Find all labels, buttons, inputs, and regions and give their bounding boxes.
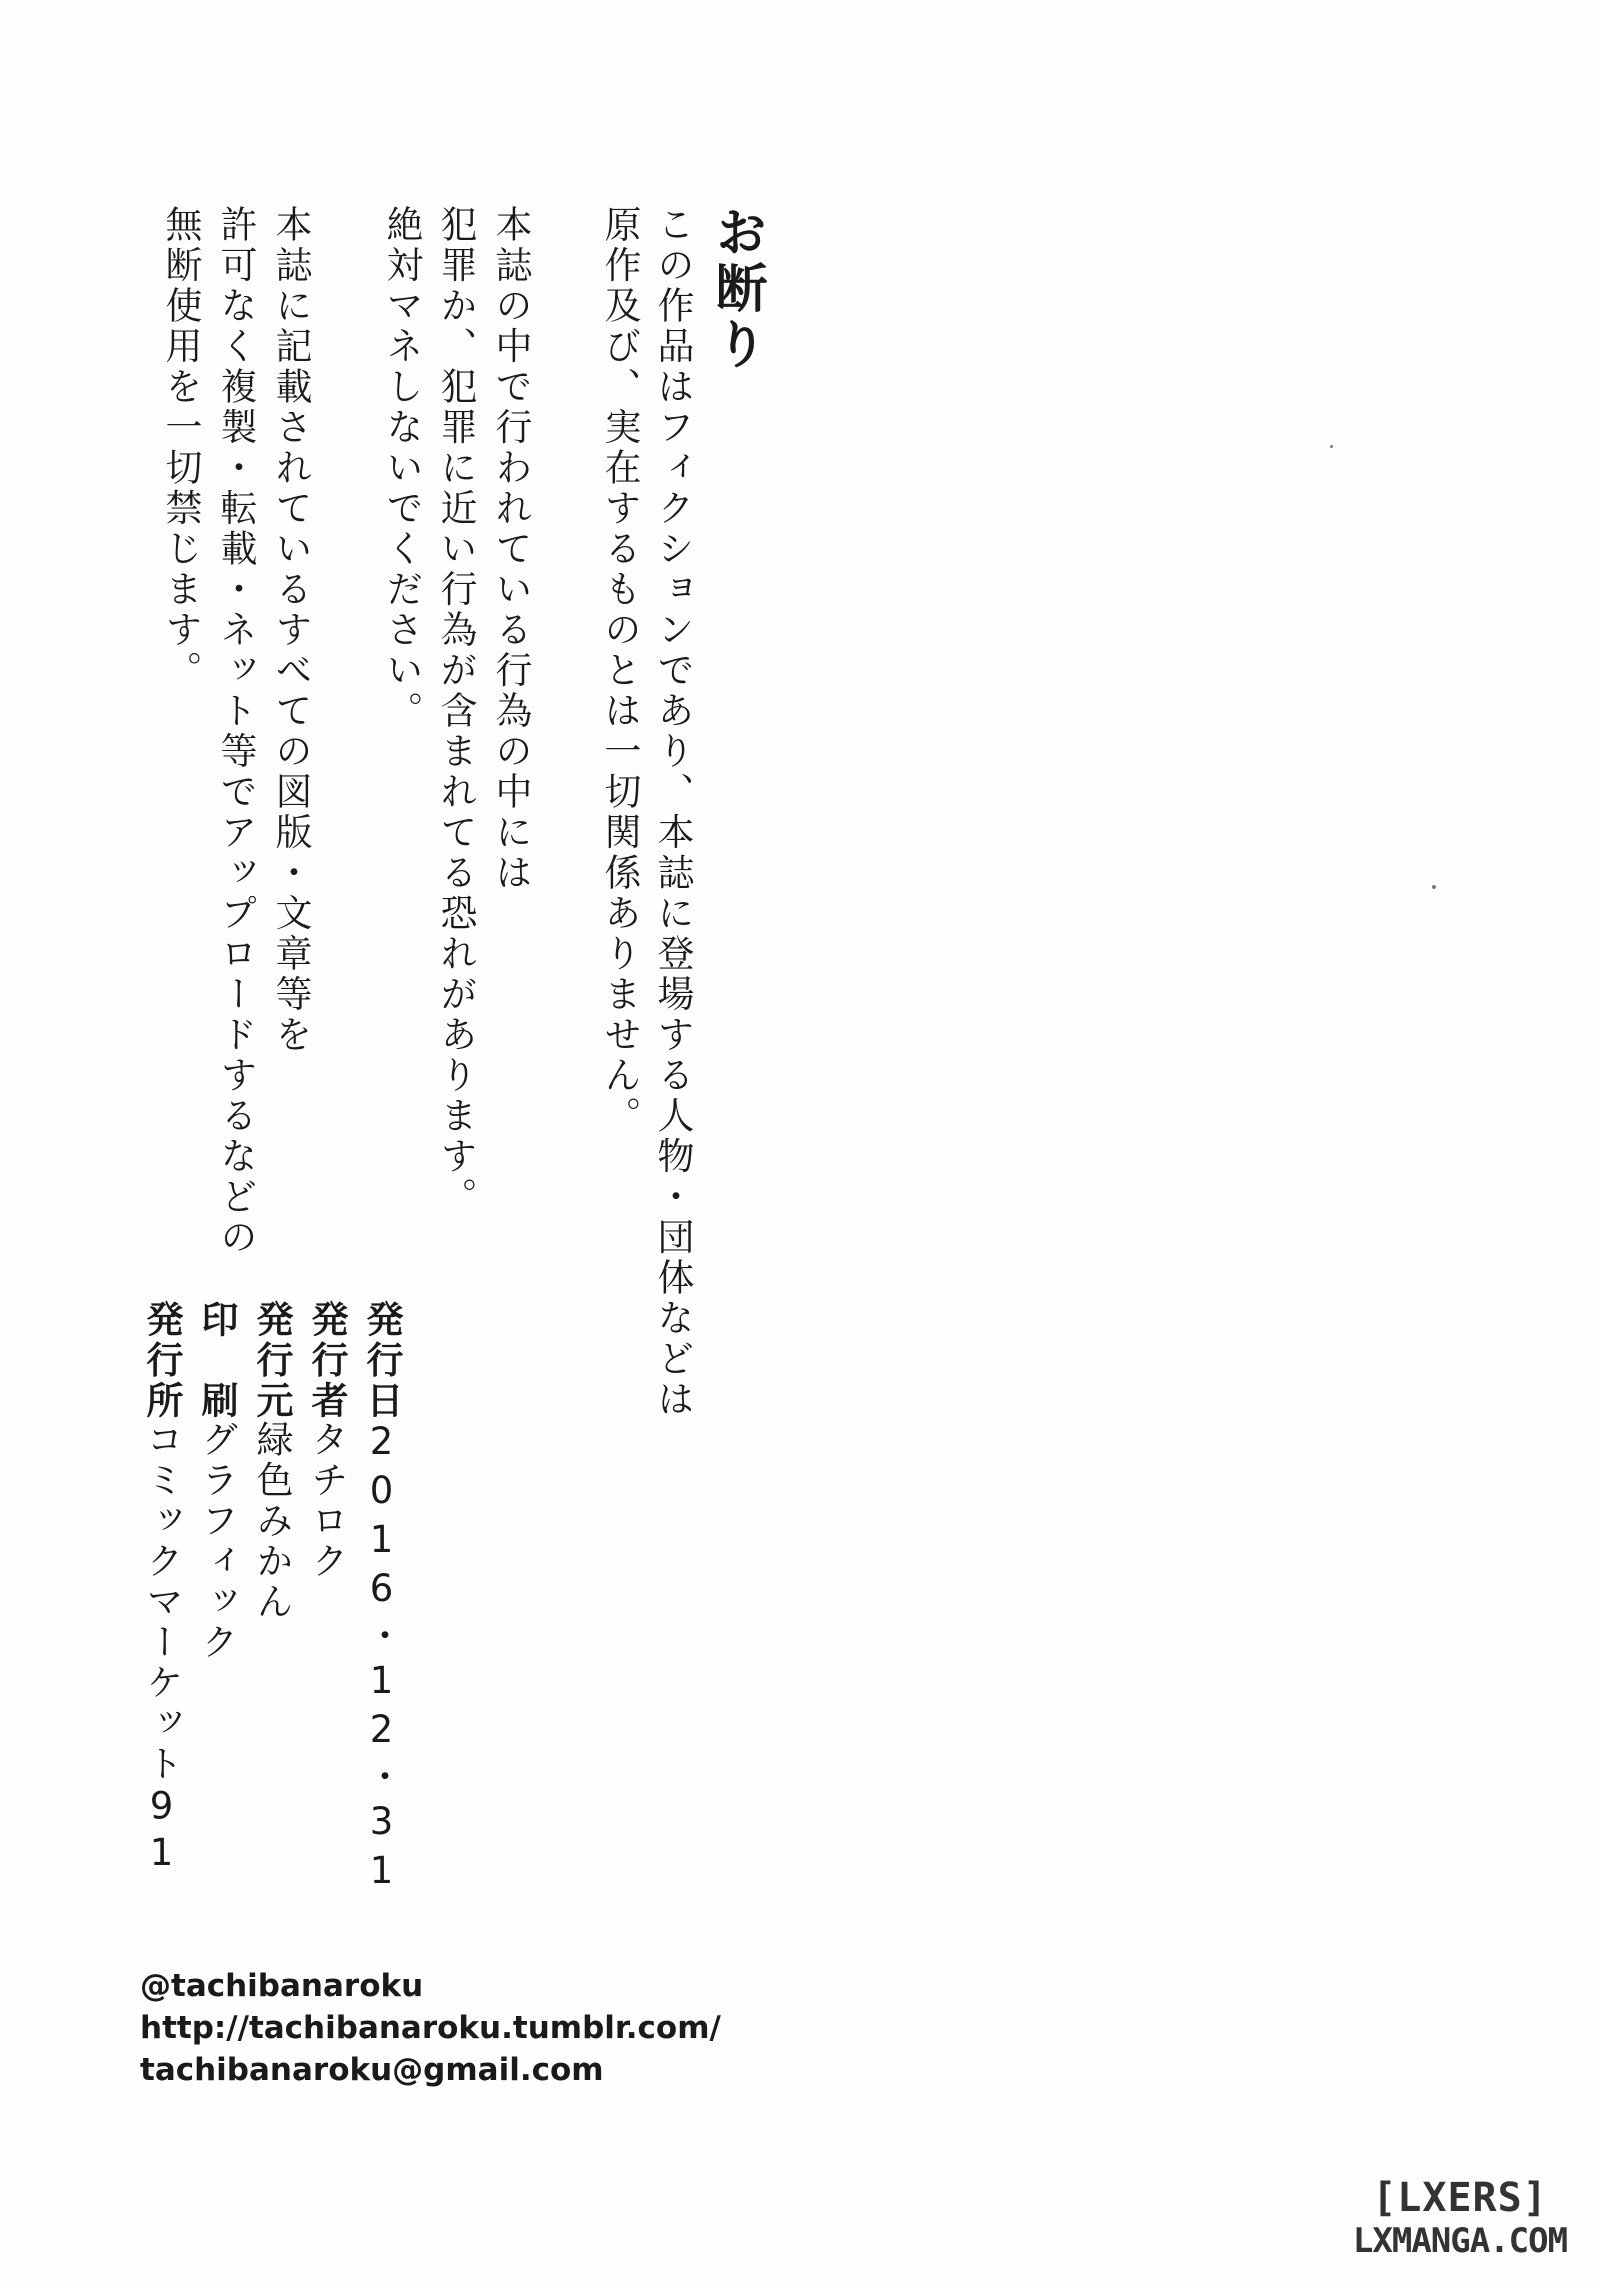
publisher-value: 緑色みかん [250,1420,293,1623]
author-value: タチロク [305,1420,348,1582]
notice-paragraph1-line1: この作品はフィクションであり、本誌に登場する人物・団体などは [651,205,694,1420]
notice-paragraph2-line3: 絶対マネしないでください。 [380,205,423,732]
email-address: tachibanaroku@gmail.com [140,2052,604,2088]
notice-paragraph3-line1: 本誌に記載されているすべての図版・文章等を [269,205,312,1056]
publisher-label: 発行元 [250,1300,293,1422]
notice-heading: お断り [706,205,766,373]
notice-paragraph2-line2: 犯罪か、犯罪に近い行為が含まれてる恐れがあります。 [434,205,477,1218]
website-url: http://tachibanaroku.tumblr.com/ [140,2010,721,2046]
notice-paragraph1-line2: 原作及び、実在するものとは一切関係ありません。 [598,205,641,1137]
venue-label: 発行所 [140,1300,183,1422]
watermark-line1: [LXERS] [1372,2175,1548,2221]
watermark-line2: LXMANGA.COM [1352,2221,1568,2261]
twitter-handle: @tachibanaroku [140,1968,424,2004]
notice-paragraph3-line2: 許可なく複製・転載・ネット等でアップロードするなどの [214,205,257,1258]
venue-value: コミックマーケット91 [140,1420,183,1878]
site-watermark [1330,2175,1590,2261]
notice-paragraph2-line1: 本誌の中で行われている行為の中には [489,205,532,894]
publish-date-value: 2016・12・31 [360,1420,403,1898]
author-label: 発行者 [305,1300,348,1422]
contact-block [140,1965,721,2091]
scan-speck [1432,885,1436,889]
notice-paragraph3-line3: 無断使用を一切禁じます。 [159,205,202,691]
scan-speck [1330,445,1333,448]
printer-value: グラフィック [195,1420,238,1663]
publish-date-label: 発行日 [360,1300,403,1422]
printer-label: 印 刷 [195,1300,238,1422]
